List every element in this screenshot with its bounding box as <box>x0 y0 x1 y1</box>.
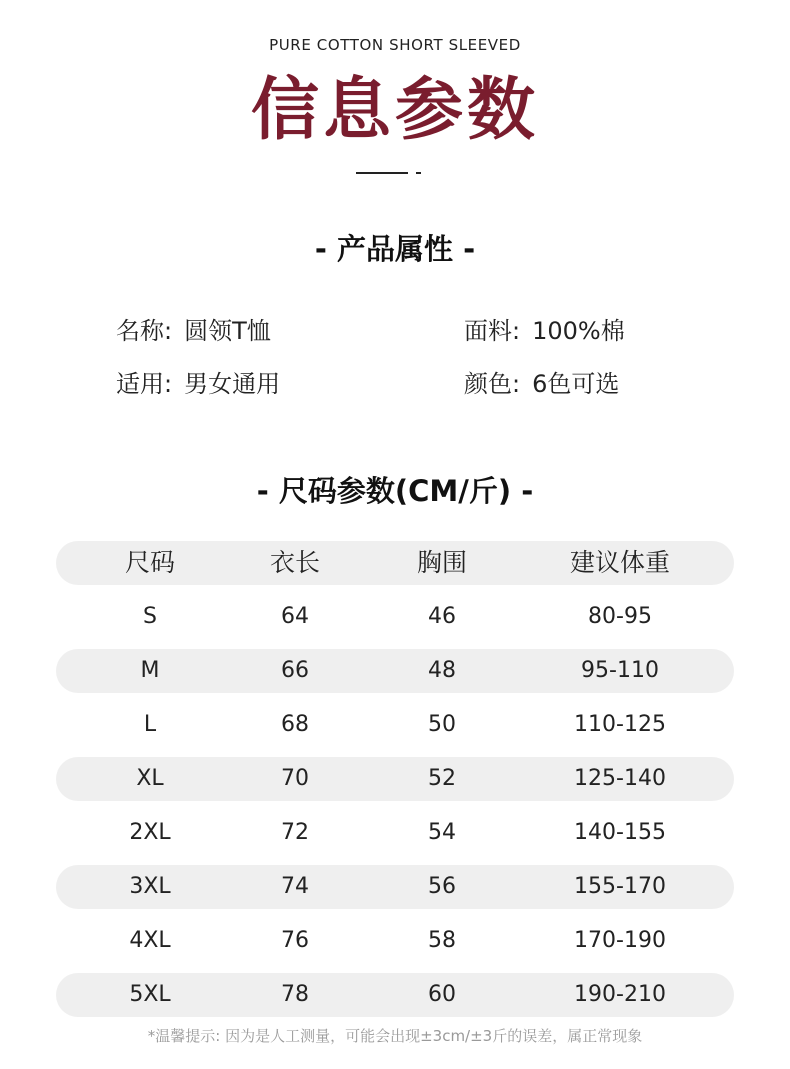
measurement-note: *温馨提示: 因为是人工测量，可能会出现±3cm/±3斤的误差，属正常现象 <box>147 1027 643 1045</box>
column-header-chest: 胸围 <box>416 548 467 577</box>
attribute-color <box>464 364 619 399</box>
attribute-value: 100%棉 <box>532 317 625 345</box>
cell-chest: 58 <box>428 928 456 953</box>
table-row <box>56 811 734 855</box>
cell-size: 4XL <box>129 928 171 953</box>
attribute-name <box>116 311 271 346</box>
cell-chest: 46 <box>428 604 456 629</box>
cell-size: 3XL <box>129 874 171 899</box>
cell-weight: 110-125 <box>574 712 666 737</box>
table-row <box>56 973 734 1017</box>
cell-length: 74 <box>281 874 309 899</box>
cell-length: 72 <box>281 820 309 845</box>
cell-size: 5XL <box>129 982 171 1007</box>
cell-chest: 52 <box>428 766 456 791</box>
table-row <box>56 595 734 639</box>
cell-length: 64 <box>281 604 309 629</box>
cell-chest: 60 <box>428 982 456 1007</box>
cell-size: XL <box>136 766 164 791</box>
cell-weight: 125-140 <box>574 766 666 791</box>
size-table <box>56 541 734 1027</box>
cell-chest: 54 <box>428 820 456 845</box>
column-header-weight: 建议体重 <box>569 548 670 577</box>
cell-length: 78 <box>281 982 309 1007</box>
cell-length: 76 <box>281 928 309 953</box>
cell-length: 66 <box>281 658 309 683</box>
cell-length: 68 <box>281 712 309 737</box>
cell-chest: 56 <box>428 874 456 899</box>
cell-size: M <box>140 658 160 683</box>
table-row <box>56 703 734 747</box>
table-row <box>56 649 734 693</box>
attribute-value: 6色可选 <box>532 370 620 398</box>
attribute-key: 适用: <box>116 370 173 398</box>
attribute-fabric <box>464 311 625 346</box>
cell-size: 2XL <box>129 820 171 845</box>
cell-size: S <box>143 604 157 629</box>
title-divider <box>356 172 408 174</box>
table-row <box>56 865 734 909</box>
attribute-fit <box>116 364 280 399</box>
subtitle: PURE COTTON SHORT SLEEVED <box>269 36 521 54</box>
attribute-key: 颜色: <box>464 370 521 398</box>
title-divider-dot <box>416 172 421 174</box>
size-table-heading: - 尺码参数(CM/斤) - <box>256 474 534 508</box>
cell-size: L <box>143 712 157 737</box>
column-header-size: 尺码 <box>124 548 175 577</box>
product-attributes-heading: - 产品属性 - <box>314 232 476 266</box>
cell-length: 70 <box>281 766 309 791</box>
cell-weight: 95-110 <box>581 658 659 683</box>
attribute-value: 男女通用 <box>184 370 281 398</box>
page-title: 信息参数 <box>250 71 539 150</box>
column-header-length: 衣长 <box>269 548 320 577</box>
cell-weight: 155-170 <box>574 874 666 899</box>
attribute-key: 面料: <box>464 317 521 345</box>
cell-chest: 50 <box>428 712 456 737</box>
cell-weight: 140-155 <box>574 820 666 845</box>
cell-chest: 48 <box>428 658 456 683</box>
cell-weight: 170-190 <box>574 928 666 953</box>
cell-weight: 80-95 <box>588 604 652 629</box>
table-row <box>56 757 734 801</box>
table-header-row <box>56 541 734 585</box>
cell-weight: 190-210 <box>574 982 666 1007</box>
attribute-value: 圆领T恤 <box>184 317 271 345</box>
table-row <box>56 919 734 963</box>
attribute-key: 名称: <box>116 317 173 345</box>
